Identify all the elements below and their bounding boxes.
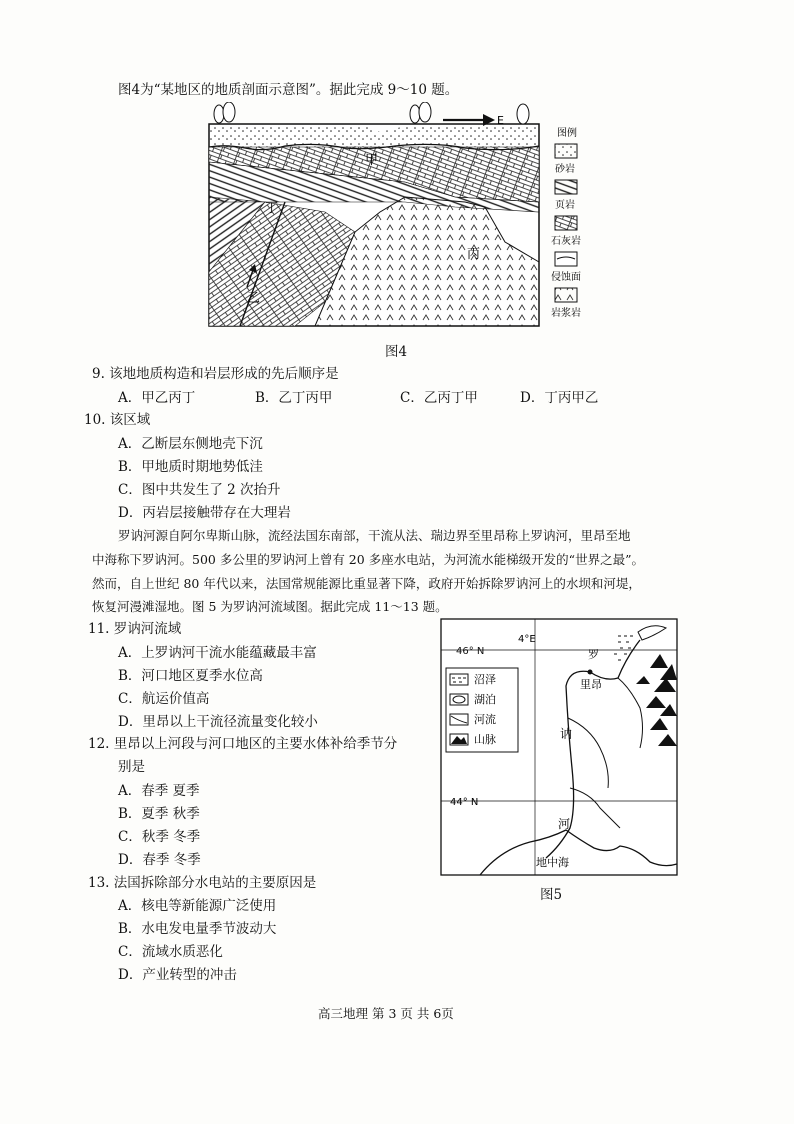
fig4-legend-shale: 页岩 [555,200,575,211]
q13-stem: 13. 法国拆除部分水电站的主要原因是 [88,875,317,891]
q9-opt-d: D．丁丙甲乙 [520,390,599,406]
passage-line-4: 恢复河漫滩湿地。图 5 为罗讷河流域图。据此完成 11～13 题。 [92,599,448,614]
q11-opt-d: D．里昂以上干流径流量变化较小 [118,714,318,730]
figure-5-rhone-map [440,618,678,878]
q9-opt-c: C．乙丙丁甲 [400,390,478,406]
fig4-label-bing: 丙 [467,247,481,262]
passage-line-1: 罗讷河源自阿尔卑斯山脉，流经法国东南部，干流从法、瑞边界至里昂称上罗讷河，里昂至地 [118,528,631,543]
fig5-sea-label: 地中海 [536,856,569,869]
fig4-legend-magma: 岩浆岩 [551,308,581,319]
fig5-lat-bottom: 44° N [450,797,479,808]
fig5-river-char-3: 河 [558,817,571,831]
fig5-legend-lake: 湖泊 [474,693,496,706]
fig5-caption: 图5 [540,887,563,903]
q13-opt-c: C．流域水质恶化 [118,944,223,960]
fig4-legend-erosion: 侵蚀面 [551,272,581,283]
q10-opt-c: C．图中共发生了 2 次抬升 [118,482,281,498]
q11-opt-a: A．上罗讷河干流水能蕴藏最丰富 [118,645,317,661]
fig5-river-char-1: 罗 [588,648,599,661]
intro-fig4: 图4为“某地区的地质剖面示意图”。据此完成 9～10 题。 [118,82,459,98]
fig4-caption: 图4 [385,344,408,360]
q10-stem: 10. 该区域 [84,412,151,428]
fig4-arrow-label: E [497,114,504,127]
fig4-legend-sand: 砂岩 [555,164,575,175]
fig4-label-yi: 乙 [247,291,261,306]
q9-opt-a: A．甲乙丙丁 [118,390,196,406]
fig5-lat-top: 46° N [456,646,485,657]
q9-stem: 9. 该地地质构造和岩层形成的先后顺序是 [92,366,339,382]
q12-opt-b: B．夏季 秋季 [118,806,200,822]
q12-opt-a: A．春季 夏季 [118,783,200,799]
passage-line-3: 然而，自上世纪 80 年代以来，法国常规能源比重显著下降，政府开始拆除罗讷河上的水坝和河堤， [92,576,641,591]
q13-opt-b: B．水电发电量季节波动大 [118,921,277,937]
fig4-label-jia: 甲 [365,153,379,168]
figure-4-geologic-section [205,102,595,334]
passage-line-2: 中海称下罗讷河。500 多公里的罗讷河上曾有 20 多座水电站，为河流水能梯级开发的“世界之最”。 [92,552,644,567]
fig5-legend-swamp: 沼泽 [474,673,496,686]
q10-opt-b: B．甲地质时期地势低洼 [118,459,263,475]
fig5-legend-river: 河流 [474,713,496,726]
fig5-legend-mountain: 山脉 [474,733,496,746]
q11-opt-c: C．航运价值高 [118,691,210,707]
fig4-legend-lime: 石灰岩 [551,236,581,247]
q12-opt-c: C．秋季 冬季 [118,829,201,845]
q12-stem-l2: 别是 [118,759,145,775]
q10-opt-d: D．丙岩层接触带存在大理岩 [118,505,291,521]
page-footer: 高三地理 第 3 页 共 6页 [318,1006,454,1021]
q9-opt-b: B．乙丁丙甲 [255,390,333,406]
q13-opt-d: D．产业转型的冲击 [118,967,237,983]
q11-stem: 11. 罗讷河流域 [88,621,182,637]
q12-stem-l1: 12. 里昂以上河段与河口地区的主要水体补给季节分 [88,736,398,752]
q13-opt-a: A．核电等新能源广泛使用 [118,898,277,914]
fig5-lon-label: 4°E [518,634,536,645]
q12-opt-d: D．春季 冬季 [118,852,201,868]
fig5-place-lyon: 里昂 [580,678,602,691]
q10-opt-a: A．乙断层东侧地壳下沉 [118,436,263,452]
fig5-river-char-2: 讷 [560,727,573,741]
fig4-legend-title: 图例 [557,128,577,139]
q11-opt-b: B．河口地区夏季水位高 [118,668,263,684]
fig4-label-ding: 丁 [265,201,279,216]
